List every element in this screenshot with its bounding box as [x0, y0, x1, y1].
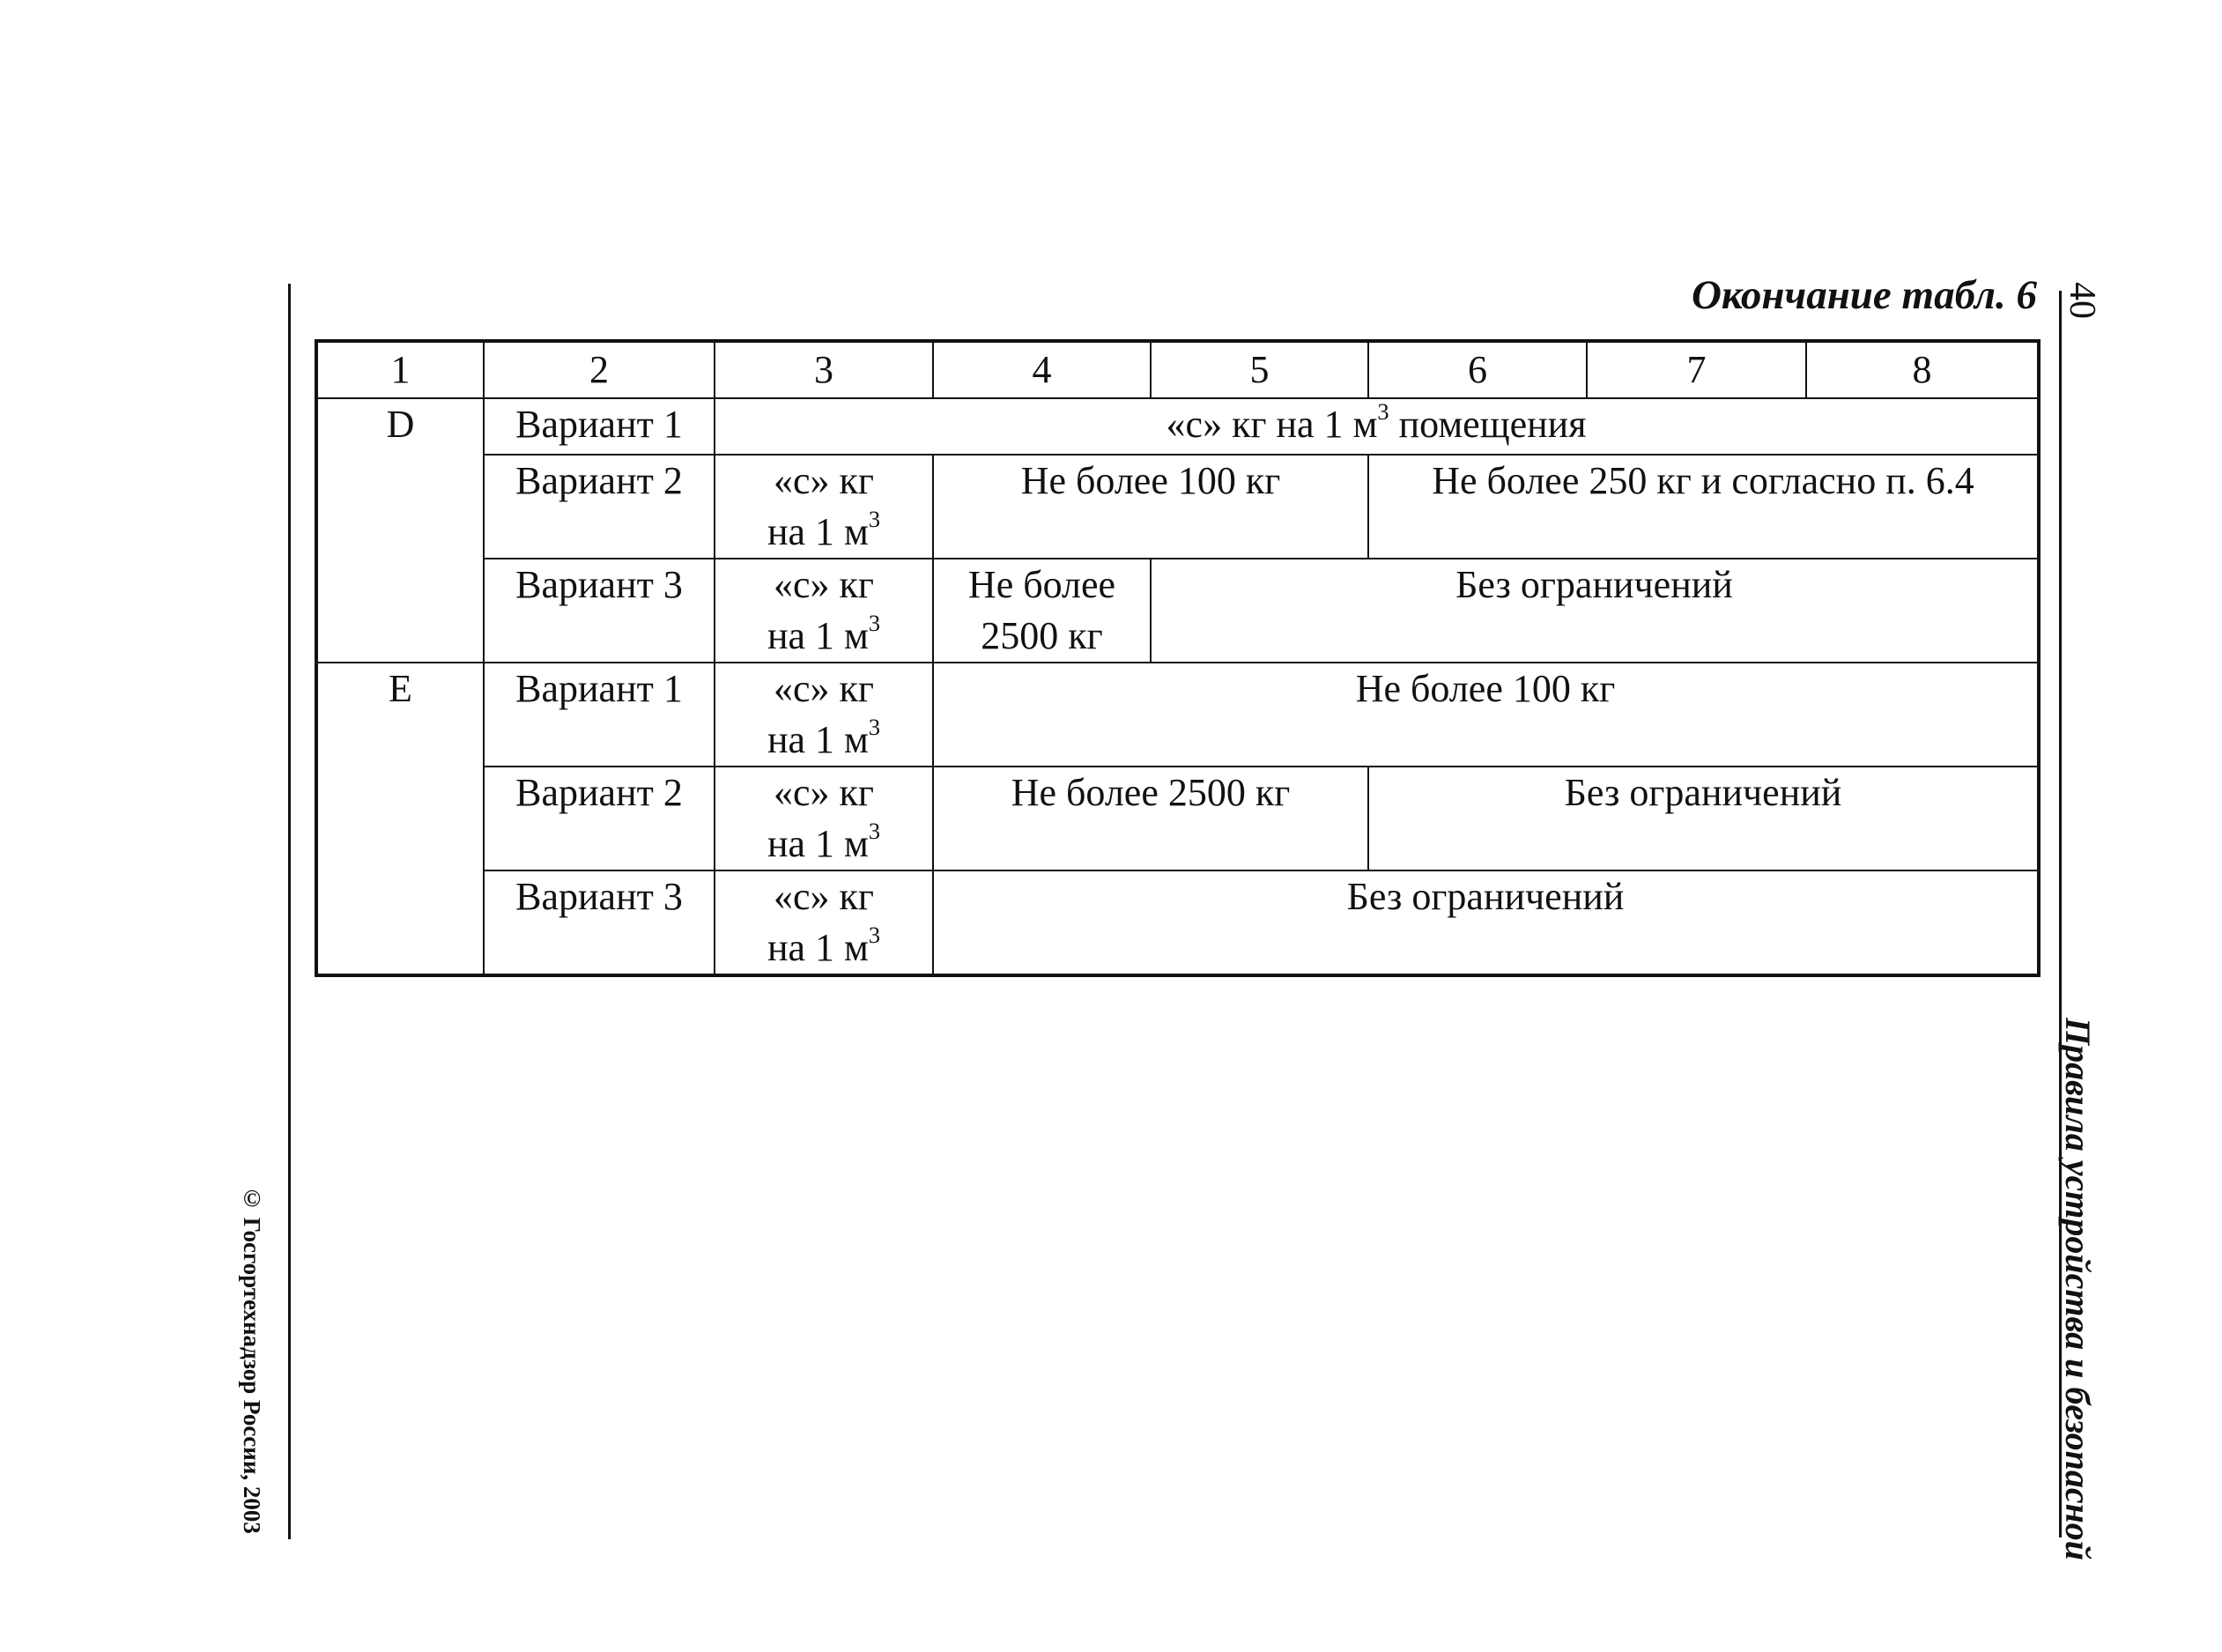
value-cell: «с» кг на 1 $м^3$	[715, 870, 933, 975]
header-cell: 2	[484, 341, 715, 398]
value-cell: «с» кг на 1 $м^3$	[715, 663, 933, 767]
table-row	[316, 455, 2039, 559]
running-title: Правила устройства и безопасной	[2058, 1018, 2098, 1561]
table-row	[316, 870, 2039, 975]
category-cell: E	[316, 663, 484, 975]
table-row	[316, 663, 2039, 767]
value-cell: Не более 250 кг и согласно п. 6.4	[1368, 455, 2039, 559]
value-cell: Не более 2500 кг	[933, 559, 1151, 663]
header-cell: 5	[1151, 341, 1368, 398]
variant-cell: Вариант 1	[484, 398, 715, 455]
variant-cell: Вариант 2	[484, 455, 715, 559]
variant-cell: Вариант 3	[484, 559, 715, 663]
table-row	[316, 767, 2039, 870]
data-table	[315, 339, 2041, 977]
variant-cell: Вариант 2	[484, 767, 715, 870]
value-cell: Не более 2500 кг	[933, 767, 1368, 870]
value-cell: «с» кг на 1 $м^3$ помещения	[715, 398, 2039, 455]
table-header-row	[316, 341, 2039, 398]
header-cell: 3	[715, 341, 933, 398]
table-row	[316, 398, 2039, 455]
variant-cell: Вариант 3	[484, 870, 715, 975]
header-cell: 6	[1368, 341, 1587, 398]
table-caption: Окончание табл. 6	[1691, 272, 2037, 318]
value-cell: Без ограничений	[933, 870, 2039, 975]
value-cell: Без ограничений	[1368, 767, 2039, 870]
header-cell: 8	[1806, 341, 2039, 398]
table-row	[316, 559, 2039, 663]
category-cell: D	[316, 398, 484, 663]
value-cell: Не более 100 кг	[933, 663, 2039, 767]
header-cell: 1	[316, 341, 484, 398]
value-cell: Без ограничений	[1151, 559, 2039, 663]
header-cell: 4	[933, 341, 1151, 398]
copyright-notice: © Госгортехнадзор России, 2003	[239, 1185, 265, 1534]
value-cell: «с» кг на 1 $м^3$	[715, 767, 933, 870]
left-margin-rule	[288, 284, 291, 1539]
variant-cell: Вариант 1	[484, 663, 715, 767]
value-cell: Не более 100 кг	[933, 455, 1368, 559]
value-cell: «с» кг на 1 $м^3$	[715, 455, 933, 559]
value-cell: «с» кг на 1 $м^3$	[715, 559, 933, 663]
page-number: 40	[2062, 282, 2102, 319]
header-cell: 7	[1587, 341, 1806, 398]
